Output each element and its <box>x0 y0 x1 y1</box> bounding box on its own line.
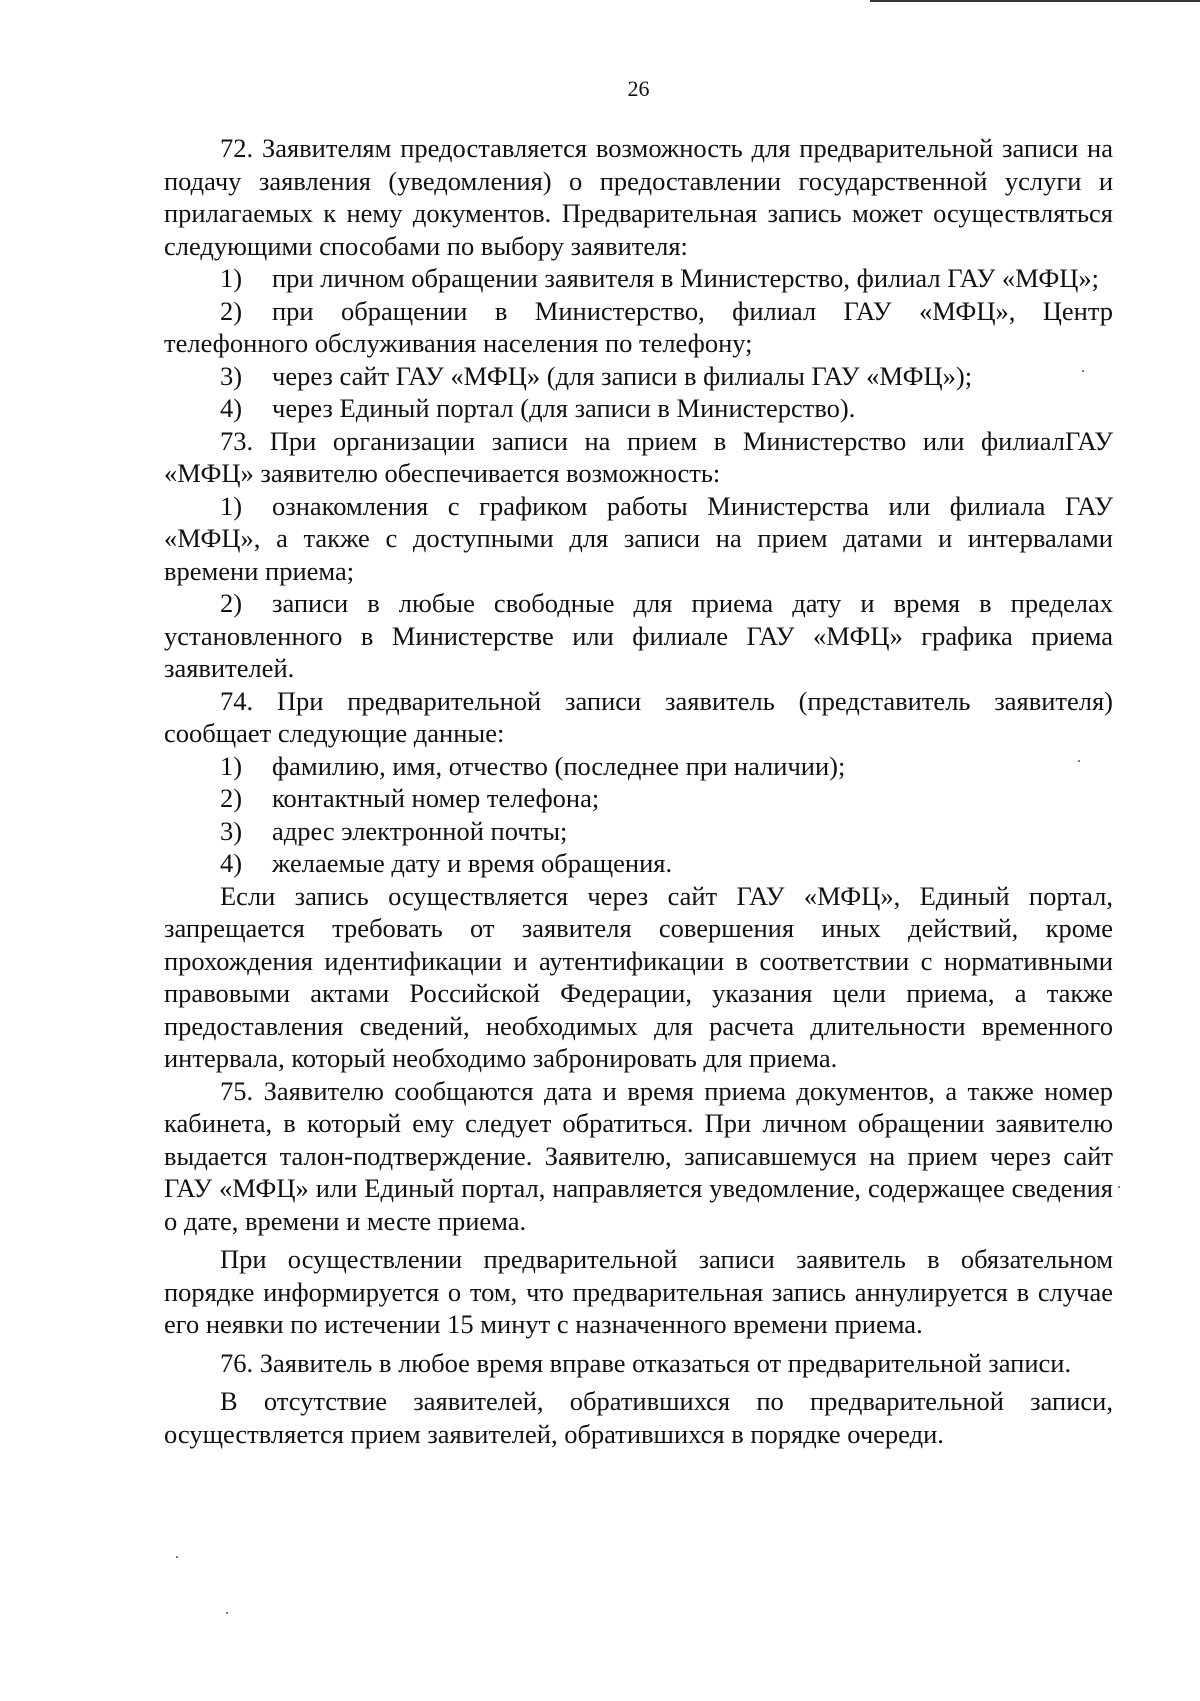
paragraph: 74. При предварительной записи заявитель (представитель заявителя) сообщает следующие данные: <box>164 685 1113 748</box>
list-item <box>164 490 1113 588</box>
scan-edge-line <box>870 0 1200 2</box>
paragraph: 75. Заявителю сообщаются дата и время приема документов, а также номер кабинета, в который ему следует обратиться. При личном обращении заявителю выдается талон-подтверждение. Заявителю, записавшемуся на прием через сайт ГАУ «МФЦ» или Единый портал, направляется уведомление, содержащее сведения о дате, времени и месте приема. <box>164 1075 1113 1236</box>
list-item-text: ознакомления с графиком работы Министерства или филиала ГАУ «МФЦ», а также с доступными для записи на прием датами и интервалами времени приема; <box>164 490 1113 586</box>
page-number: 26 <box>627 76 650 101</box>
list-item-text: записи в любые свободные для приема дату и время в пределах установленного в Министерстве или филиале ГАУ «МФЦ» графика приема заявителей. <box>164 588 1113 683</box>
list-item-number: 1) <box>220 750 243 781</box>
list-item <box>164 295 1113 360</box>
paragraph: При осуществлении предварительной записи заявитель в обязательном порядке информируется о том, что предварительная запись аннулируется в случае его неявки по истечении 15 минут с назначенного времени приема. <box>164 1244 1113 1339</box>
scan-speck <box>176 1556 178 1558</box>
list-item-text: желаемые дату и время обращения. <box>272 848 673 878</box>
list-item <box>164 587 1113 685</box>
scan-speck <box>226 1612 228 1614</box>
list-item-text: контактный номер телефона; <box>272 783 600 813</box>
list-item-text: фамилию, имя, отчество (последнее при наличии); <box>272 750 846 781</box>
list-item-number: 3) <box>220 815 243 846</box>
list-item-text: при обращении в Министерство, филиал ГАУ «МФЦ», Центр телефонного обслуживания населения по телефону; <box>164 295 1113 358</box>
list-item-text: адрес электронной почты; <box>272 815 568 846</box>
list-item-number: 2) <box>220 783 243 813</box>
list-item-number: 4) <box>220 393 243 423</box>
paragraph: Если запись осуществляется через сайт ГАУ «МФЦ», Единый портал, запрещается требовать от заявителя совершения иных действий, кроме прохождения идентификации и аутентификации в соответствии с нормативными правовыми актами Российской Федерации, указания цели приема, а также предоставления сведений, необходимых для расчета длительности временного интервала, который необходимо забронировать для приема. <box>164 880 1113 1073</box>
list-item-text: через сайт ГАУ «МФЦ» (для записи в филиалы ГАУ «МФЦ»); <box>272 360 973 391</box>
list-item-number: 1) <box>220 490 243 521</box>
list-item-number: 4) <box>220 848 243 878</box>
list-item <box>164 815 1113 848</box>
paragraph: 73. При организации записи на прием в Министерство или филиалГАУ «МФЦ» заявителю обеспечивается возможность: <box>164 425 1113 488</box>
list-item <box>164 847 1113 880</box>
document-body <box>164 128 1113 1450</box>
list-item-text: при личном обращении заявителя в Министерство, филиал ГАУ «МФЦ»; <box>272 263 1100 293</box>
scan-speck <box>1082 370 1084 372</box>
list-item <box>164 262 1113 295</box>
scan-speck <box>1078 760 1080 762</box>
paragraph: 72. Заявителям предоставляется возможность для предварительной записи на подачу заявления (уведомления) о предоставлении государственной услуги и прилагаемых к нему документов. Предварительная запись может осуществляться следующими способами по выбору заявителя: <box>164 133 1113 261</box>
list-item-text: через Единый портал (для записи в Министерство). <box>272 393 856 423</box>
list-item <box>164 360 1113 393</box>
list-item-number: 1) <box>220 263 243 293</box>
list-item <box>164 750 1113 783</box>
list-item <box>164 392 1113 425</box>
paragraph: В отсутствие заявителей, обратившихся по предварительной записи, осуществляется прием заявителей, обратившихся в порядке очереди. <box>164 1386 1113 1449</box>
list-item-number: 2) <box>220 588 243 618</box>
scan-speck <box>1118 1186 1120 1188</box>
list-item-number: 2) <box>220 295 243 326</box>
list-item <box>164 782 1113 815</box>
list-item-number: 3) <box>220 360 243 391</box>
paragraph: 76. Заявитель в любое время вправе отказаться от предварительной записи. <box>220 1347 1072 1378</box>
